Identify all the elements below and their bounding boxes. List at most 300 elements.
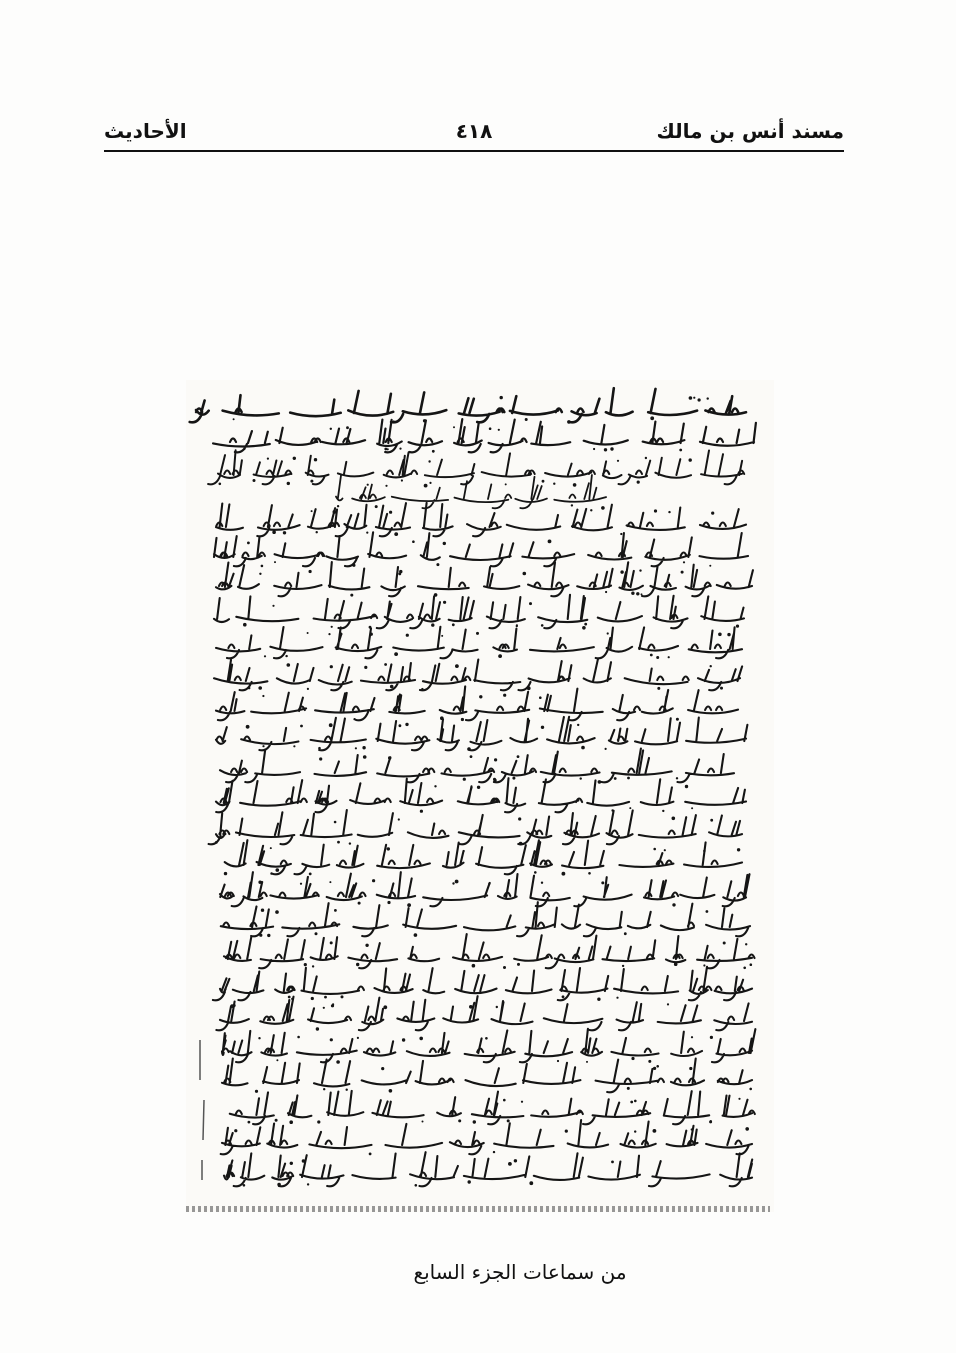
handwriting-line <box>216 503 746 536</box>
handwriting-stroke <box>213 967 752 1001</box>
diacritic-dot <box>399 724 402 727</box>
diacritic-dot <box>631 1057 634 1060</box>
diacritic-dot <box>534 871 537 874</box>
page-number: ٤١٨ <box>455 119 493 143</box>
diacritic-dot <box>664 849 666 851</box>
diacritic-dot <box>691 1036 693 1038</box>
diacritic-dot <box>577 724 579 726</box>
section-title: الأحاديث <box>104 119 187 143</box>
diacritic-dot <box>304 963 307 966</box>
handwriting-line <box>209 810 742 845</box>
diacritic-dot <box>248 1121 251 1124</box>
diacritic-dot <box>523 572 527 576</box>
diacritic-dot <box>698 398 701 401</box>
diacritic-dot <box>601 881 604 884</box>
diacritic-dot <box>479 695 482 698</box>
diacritic-dot <box>518 817 521 820</box>
diacritic-dot <box>421 688 423 690</box>
diacritic-dot <box>277 1183 281 1187</box>
diacritic-dot <box>637 481 640 484</box>
diacritic-dot <box>307 688 309 690</box>
diacritic-dot <box>657 687 660 690</box>
diacritic-dot <box>358 902 361 905</box>
handwriting-stroke <box>216 686 738 720</box>
diacritic-dot <box>455 664 459 668</box>
diacritic-dot <box>611 1161 614 1164</box>
handwriting-stroke <box>216 503 746 536</box>
diacritic-dot <box>314 458 317 461</box>
handwriting-stroke <box>216 562 753 596</box>
handwriting-line <box>221 902 750 937</box>
diacritic-dot <box>387 448 389 450</box>
diacritic-dot <box>330 665 333 668</box>
diacritic-dot <box>679 449 682 452</box>
diacritic-dot <box>525 418 528 421</box>
diacritic-dot <box>707 397 709 399</box>
diacritic-dot <box>319 757 322 760</box>
diacritic-dot <box>243 1184 246 1187</box>
diacritic-dot <box>590 509 592 511</box>
handwriting-line <box>224 934 755 969</box>
diacritic-dot <box>336 1060 340 1064</box>
diacritic-dot <box>627 1087 630 1090</box>
diacritic-dot <box>307 1183 309 1185</box>
handwriting-stroke <box>224 1152 752 1186</box>
diacritic-dot <box>424 484 428 488</box>
diacritic-dot <box>517 963 520 966</box>
diacritic-dot <box>710 1036 713 1039</box>
diacritic-dot <box>512 777 515 780</box>
diacritic-dot <box>691 807 693 809</box>
diacritic-dot <box>431 623 434 626</box>
diacritic-dot <box>401 479 403 481</box>
diacritic-dot <box>505 483 507 485</box>
diacritic-dot <box>648 1060 651 1063</box>
diacritic-dot <box>219 483 222 486</box>
diacritic-dot <box>620 533 622 535</box>
diacritic-dot <box>641 593 643 595</box>
diacritic-dot <box>259 573 261 575</box>
handwriting-stroke <box>213 419 756 452</box>
manuscript-handwriting <box>186 380 774 1212</box>
diacritic-dot <box>541 624 544 627</box>
handwriting-line <box>208 450 744 485</box>
diacritic-dot <box>293 745 295 747</box>
diacritic-dot <box>262 695 264 697</box>
diacritic-dot <box>383 1005 387 1009</box>
diacritic-dot <box>689 396 693 400</box>
diacritic-dot <box>593 448 595 450</box>
handwriting-stroke <box>221 902 750 936</box>
diacritic-dot <box>367 484 369 486</box>
diacritic-dot <box>387 847 390 850</box>
diacritic-dot <box>749 1088 752 1091</box>
handwriting-stroke <box>190 388 746 422</box>
diacritic-dot <box>247 542 250 545</box>
diacritic-dot <box>388 756 391 759</box>
diacritic-dot <box>362 746 365 749</box>
diacritic-dot <box>243 623 247 627</box>
handwriting-line <box>216 686 738 721</box>
diacritic-dot <box>302 1159 305 1162</box>
diacritic-dot <box>337 841 340 844</box>
diacritic-dot <box>246 725 250 729</box>
handwriting-line <box>222 1059 752 1093</box>
diacritic-dot <box>539 696 542 699</box>
diacritic-dot <box>553 483 555 485</box>
diacritic-dot <box>720 687 723 690</box>
diacritic-dot <box>215 841 218 844</box>
diacritic-dot <box>346 1089 348 1091</box>
diacritic-dot <box>272 605 274 607</box>
diacritic-dot <box>300 725 303 728</box>
diacritic-dot <box>634 1130 636 1132</box>
diacritic-dot <box>389 1089 393 1093</box>
diacritic-dot <box>503 1099 506 1102</box>
diacritic-dot <box>601 506 605 510</box>
diacritic-dot <box>405 723 408 726</box>
diacritic-dot <box>507 1119 510 1122</box>
diacritic-dot <box>452 623 455 626</box>
diacritic-dot <box>693 397 695 399</box>
diacritic-dot <box>393 420 395 422</box>
handwriting-stroke <box>216 717 747 751</box>
diacritic-dot <box>645 457 647 459</box>
handwriting-line <box>221 1120 752 1155</box>
diacritic-dot <box>703 850 706 853</box>
diacritic-dot <box>311 997 314 1000</box>
diacritic-dot <box>604 448 607 451</box>
diacritic-dot <box>517 755 520 758</box>
diacritic-dot <box>385 485 387 487</box>
diacritic-dot <box>485 1037 488 1040</box>
diacritic-dot <box>723 942 726 945</box>
header-rule <box>104 150 844 152</box>
diacritic-dot <box>414 933 418 937</box>
diacritic-dot <box>521 1101 523 1103</box>
diacritic-dot <box>488 882 490 884</box>
diacritic-dot <box>307 632 309 634</box>
diacritic-dot <box>233 418 235 420</box>
diacritic-dot <box>571 504 573 506</box>
diacritic-dot <box>289 1120 293 1124</box>
diacritic-dot <box>334 821 337 824</box>
diacritic-dot <box>422 1121 424 1123</box>
diacritic-dot <box>287 663 291 667</box>
diacritic-dot <box>429 482 431 484</box>
diacritic-dot <box>653 1067 656 1070</box>
diacritic-dot <box>261 909 264 912</box>
diacritic-dot <box>588 872 591 875</box>
diacritic-dot <box>288 996 291 999</box>
handwriting-stroke <box>214 659 742 691</box>
diacritic-dot <box>339 632 342 635</box>
diacritic-dot <box>300 883 302 885</box>
diacritic-dot <box>607 632 609 634</box>
diacritic-dot <box>683 561 685 563</box>
diacritic-dot <box>650 654 653 657</box>
diacritic-dot <box>581 746 585 750</box>
diacritic-dot <box>514 1159 517 1162</box>
diacritic-dot <box>310 480 313 483</box>
diacritic-dot <box>399 448 401 450</box>
diacritic-dot <box>672 817 676 821</box>
diacritic-dot <box>473 1120 476 1123</box>
diacritic-dot <box>662 810 664 812</box>
diacritic-dot <box>398 573 401 576</box>
diacritic-dot <box>639 569 641 571</box>
diacritic-dot <box>745 1127 749 1131</box>
diacritic-dot <box>387 901 390 904</box>
diacritic-dot <box>685 785 688 788</box>
diacritic-dot <box>476 632 479 635</box>
diacritic-dot <box>653 848 656 851</box>
diacritic-dot <box>316 1027 319 1030</box>
diacritic-dot <box>407 903 411 907</box>
diacritic-dot <box>582 626 586 630</box>
diacritic-dot <box>453 426 455 428</box>
diacritic-dot <box>357 1037 359 1039</box>
handwriting-line <box>216 778 746 813</box>
diacritic-dot <box>312 965 314 967</box>
diacritic-dot <box>366 532 368 534</box>
diacritic-dot <box>529 1181 533 1185</box>
diacritic-dot <box>598 780 602 784</box>
diacritic-dot <box>224 872 227 875</box>
diacritic-dot <box>330 428 332 430</box>
diacritic-dot <box>248 687 251 690</box>
handwriting-stroke <box>216 996 752 1030</box>
diacritic-dot <box>627 777 630 780</box>
diacritic-dot <box>329 881 331 883</box>
diacritic-dot <box>631 592 634 595</box>
diacritic-dot <box>710 665 712 667</box>
diacritic-dot <box>674 962 678 966</box>
diacritic-dot <box>463 778 466 781</box>
handwriting-stroke <box>220 749 734 783</box>
diacritic-dot <box>328 633 330 635</box>
diacritic-dot <box>710 1120 712 1122</box>
handwriting-line <box>224 840 742 875</box>
diacritic-dot <box>656 656 659 659</box>
handwriting-stroke <box>230 1091 755 1124</box>
diacritic-dot <box>329 723 333 727</box>
diacritic-dot <box>461 718 464 721</box>
diacritic-dot <box>706 910 709 913</box>
handwriting-line <box>216 627 742 659</box>
diacritic-dot <box>508 1162 512 1166</box>
diacritic-dot <box>332 1003 334 1005</box>
diacritic-dot <box>375 505 378 508</box>
diacritic-dot <box>412 540 415 543</box>
diacritic-dot <box>668 511 670 513</box>
diacritic-dot <box>381 1067 384 1070</box>
scan-edge-mark <box>200 1040 204 1180</box>
diacritic-dot <box>529 602 532 605</box>
diacritic-dot <box>745 943 747 945</box>
diacritic-dot <box>498 429 500 431</box>
diacritic-dot <box>349 842 351 844</box>
handwriting-stroke <box>222 1029 755 1063</box>
diacritic-dot <box>496 1006 498 1008</box>
diacritic-dot <box>394 532 398 536</box>
handwriting-stroke <box>222 1059 752 1093</box>
diacritic-dot <box>346 426 349 429</box>
diacritic-dot <box>276 1059 278 1061</box>
diacritic-dot <box>317 1120 320 1123</box>
diacritic-dot <box>711 512 714 515</box>
diacritic-dot <box>350 594 353 597</box>
diacritic-dot <box>584 623 587 626</box>
handwriting-stroke <box>225 840 742 874</box>
handwriting-line <box>214 659 742 691</box>
handwriting-line <box>216 562 753 597</box>
handwriting-line <box>224 1152 752 1186</box>
diacritic-dot <box>620 570 623 573</box>
diacritic-dot <box>605 591 607 593</box>
manuscript-edge <box>186 1206 770 1212</box>
diacritic-dot <box>261 565 264 568</box>
handwriting-line <box>213 419 756 453</box>
diacritic-dot <box>390 685 394 689</box>
handwriting-line <box>230 1091 755 1124</box>
diacritic-dot <box>297 1036 300 1039</box>
manuscript-image <box>186 380 774 1212</box>
handwriting-stroke <box>208 450 744 484</box>
diacritic-dot <box>356 963 359 966</box>
diacritic-dot <box>542 480 545 483</box>
diacritic-dot <box>341 995 344 998</box>
diacritic-dot <box>681 571 684 574</box>
diacritic-dot <box>519 842 523 846</box>
diacritic-dot <box>331 626 333 628</box>
diacritic-dot <box>624 932 627 935</box>
diacritic-dot <box>455 880 459 884</box>
diacritic-dot <box>267 934 270 937</box>
diacritic-dot <box>324 996 327 999</box>
diacritic-dot <box>398 818 400 820</box>
diacritic-dot <box>330 1038 333 1041</box>
book-title: مسند أنس بن مالك <box>656 119 844 143</box>
diacritic-dot <box>293 457 296 460</box>
diacritic-dot <box>274 561 276 563</box>
diacritic-dot <box>630 1101 633 1104</box>
diacritic-dot <box>650 416 654 420</box>
diacritic-dot <box>337 505 339 507</box>
diacritic-dot <box>617 460 619 462</box>
diacritic-dot <box>469 1005 473 1009</box>
diacritic-dot <box>493 779 496 782</box>
diacritic-dot <box>467 747 471 751</box>
diacritic-dot <box>258 881 261 884</box>
handwriting-stroke <box>209 810 742 844</box>
handwriting-stroke <box>220 872 750 906</box>
diacritic-dot <box>710 819 713 822</box>
diacritic-dot <box>668 656 670 658</box>
handwriting-stroke <box>214 532 748 566</box>
diacritic-dot <box>565 1130 568 1133</box>
diacritic-dot <box>610 447 613 450</box>
diacritic-dot <box>516 625 518 627</box>
diacritic-dot <box>384 663 387 666</box>
diacritic-dot <box>605 748 607 750</box>
diacritic-dot <box>654 509 657 512</box>
diacritic-dot <box>441 635 443 637</box>
diacritic-dot <box>318 747 321 750</box>
diacritic-dot <box>573 483 577 487</box>
diacritic-dot <box>270 872 273 875</box>
diacritic-dot <box>494 758 497 761</box>
diacritic-dot <box>262 745 264 747</box>
diacritic-dot <box>315 932 318 935</box>
diacritic-dot <box>258 686 262 690</box>
diacritic-dot <box>557 1060 559 1062</box>
diacritic-dot <box>597 998 600 1001</box>
diacritic-dot <box>275 910 279 914</box>
diacritic-dot <box>468 1180 471 1183</box>
diacritic-dot <box>443 601 446 604</box>
handwriting-line <box>214 532 748 567</box>
diacritic-dot <box>363 755 367 759</box>
diacritic-dot <box>428 460 430 462</box>
diacritic-dot <box>309 570 312 573</box>
diacritic-dot <box>258 1037 260 1039</box>
diacritic-dot <box>548 540 552 544</box>
diacritic-dot <box>352 564 355 567</box>
diacritic-dot <box>580 777 582 779</box>
handwriting-stroke <box>221 1120 752 1154</box>
diacritic-dot <box>676 718 679 721</box>
handwriting-line <box>222 1029 755 1064</box>
diacritic-dot <box>472 964 476 968</box>
running-header <box>104 116 844 150</box>
diacritic-dot <box>527 686 531 690</box>
diacritic-dot <box>334 909 337 912</box>
figure-caption: من سماعات الجزء السابع <box>413 1260 627 1284</box>
diacritic-dot <box>503 966 506 969</box>
diacritic-dot <box>309 873 312 876</box>
diacritic-dot <box>394 652 398 656</box>
diacritic-dot <box>276 868 280 872</box>
diacritic-dot <box>333 510 337 514</box>
diacritic-dot <box>463 850 465 852</box>
diacritic-dot <box>616 997 618 999</box>
diacritic-dot <box>736 625 739 628</box>
diacritic-dot <box>676 777 678 779</box>
diacritic-dot <box>355 747 357 749</box>
handwriting-stroke <box>216 627 742 659</box>
diacritic-dot <box>290 1162 293 1165</box>
diacritic-dot <box>389 511 392 514</box>
diacritic-dot <box>636 592 639 595</box>
diacritic-dot <box>275 1119 278 1122</box>
diacritic-dot <box>634 1100 637 1103</box>
diacritic-dot <box>458 1119 461 1122</box>
diacritic-dot <box>743 967 746 970</box>
diacritic-dot <box>415 1184 418 1187</box>
diacritic-dot <box>264 655 266 657</box>
diacritic-dot <box>364 666 367 669</box>
diacritic-dot <box>267 458 269 460</box>
diacritic-dot <box>689 458 692 461</box>
diacritic-dot <box>562 872 566 876</box>
diacritic-dot <box>470 755 473 758</box>
handwriting-line <box>216 717 747 751</box>
diacritic-dot <box>614 777 617 780</box>
diacritic-dot <box>330 941 333 944</box>
diacritic-dot <box>737 848 740 851</box>
diacritic-dot <box>567 420 571 424</box>
